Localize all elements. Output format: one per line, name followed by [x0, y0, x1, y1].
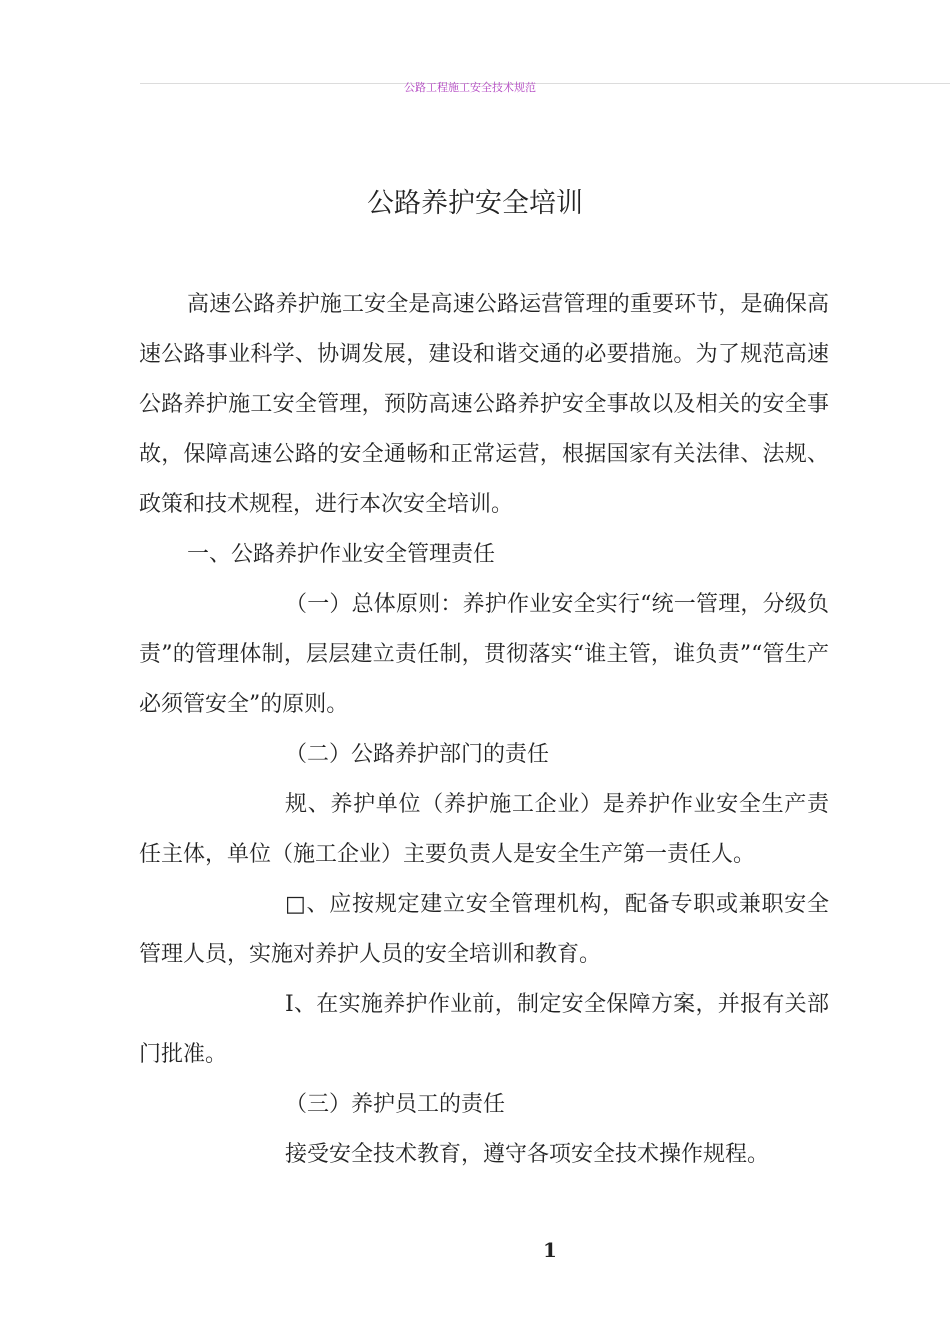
- list-item-safety-plan: I、在实施养护作业前，制定安全保障方案，并报有关部门批准。: [139, 992, 829, 1067]
- subsection-heading-2: （二）公路养护部门的责任: [285, 742, 550, 767]
- employee-responsibility-paragraph: 接受安全技术教育，遵守各项安全技术操作规程。: [285, 1142, 770, 1167]
- list-item-responsibility-subject: 规、养护单位（养护施工企业）是养护作业安全生产责任主体，单位（施工企业）主要负责人是安全生产第一责任人。: [139, 792, 829, 867]
- document-title: 公路养护安全培训: [367, 188, 583, 219]
- subsection-general-principle: （一）总体原则：养护作业安全实行“统一管理，分级负责”的管理体制，层层建立责任制，贯彻落实“谁主管，谁负责”“管生产必须管安全”的原则。: [139, 592, 829, 717]
- list-item-management-agency: □、应按规定建立安全管理机构，配备专职或兼职安全管理人员，实施对养护人员的安全培训和教育。: [139, 892, 829, 967]
- section-heading-1: 一、公路养护作业安全管理责任: [187, 542, 496, 567]
- intro-paragraph: 高速公路养护施工安全是高速公路运营管理的重要环节，是确保高速公路事业科学、协调发展，建设和谐交通的必要措施。为了规范高速公路养护施工安全管理，预防高速公路养护安全事故以及相关的安全事故，保障高速公路的安全通畅和正常运营，根据国家有关法律、法规、政策和技术规程，进行本次安全培训。: [139, 292, 829, 517]
- page-number: 1: [543, 1238, 557, 1262]
- document-body: [139, 280, 829, 1180]
- running-header: 公路工程施工安全技术规范: [404, 81, 536, 94]
- subsection-heading-3: （三）养护员工的责任: [285, 1092, 506, 1117]
